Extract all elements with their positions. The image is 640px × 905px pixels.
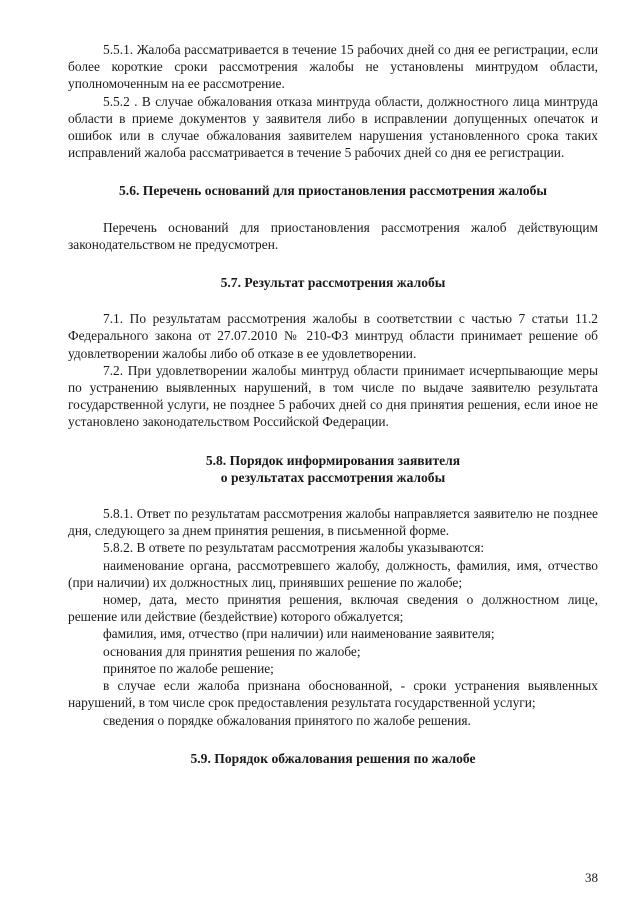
paragraph-5-6: Перечень оснований для приостановления рассмотрения жалоб действующим законодательством не предусмотрен.: [68, 219, 598, 252]
heading-5-8-line2: о результатах рассмотрения жалобы: [220, 469, 446, 485]
list-item: в случае если жалоба признана обоснованной, - сроки устранения выявленных нарушений, в том числе срок предоставления результата государственной услуги;: [68, 678, 598, 711]
paragraph-5-8-2: 5.8.2. В ответе по результатам рассмотрения жалобы указываются:: [103, 540, 485, 556]
spacer: [68, 200, 598, 219]
spacer: [68, 161, 598, 182]
paragraph-5-8-1: 5.8.1. Ответ по результатам рассмотрения жалобы направляется заявителю не позднее дня, следующего за днем принятия решения, в письменной форме.: [68, 506, 598, 539]
paragraph-5-5-1: 5.5.1. Жалоба рассматривается в течение 15 рабочих дней со дня ее регистрации, если более короткие сроки рассмотрения жалобы не установлены минтрудом области, уполномоченным на ее рассмотрение.: [68, 42, 598, 92]
spacer: [68, 291, 598, 310]
heading-5-7: 5.7. Результат рассмотрения жалобы: [220, 275, 446, 291]
list-item: фамилия, имя, отчество (при наличии) или наименование заявителя;: [103, 626, 495, 642]
paragraph-7-1: 7.1. По результатам рассмотрения жалобы в соответствии с частью 7 статьи 11.2 Федерального закона от 27.07.2010 № 210-ФЗ минтруд области принимает решение об удовлетворении жалобы либо об отказе в ее удовлетворении.: [68, 311, 598, 361]
list-item: наименование органа, рассмотревшего жалобу, должность, фамилия, имя, отчество (при наличии) их должностных лиц, принявших решение по жалобе;: [68, 557, 598, 590]
heading-5-9: 5.9. Порядок обжалования решения по жалобе: [190, 750, 476, 766]
spacer: [68, 253, 598, 274]
list-item: основания для принятия решения по жалобе;: [103, 643, 361, 659]
list-item: номер, дата, место принятия решения, включая сведения о должностном лице, решение или действие (бездействие) которого обжалуется;: [68, 592, 598, 625]
spacer: [68, 431, 598, 452]
paragraph-7-2: 7.2. При удовлетворении жалобы минтруд области принимает исчерпывающие меры по устранению выявленных нарушений, в том числе по выдаче заявителю результата государственной услуги, не позднее 5 рабочих дней со дня принятия решения, если иное не установлено законодательством Российской Федерации.: [68, 362, 598, 430]
heading-5-6: 5.6. Перечень оснований для приостановления рассмотрения жалобы: [119, 183, 547, 199]
paragraph-5-5-2: 5.5.2 . В случае обжалования отказа минтруда области, должностного лица минтруда области в приеме документов у заявителя либо в исправлении допущенных опечаток и ошибок или в случае обжалования заявителем нарушения установленного срока таких исправлений жалоба рассматривается в течение 5 рабочих дней со дня ее регистрации.: [68, 93, 598, 161]
spacer: [68, 729, 598, 750]
document-page: [68, 41, 598, 767]
spacer: [68, 486, 598, 505]
page-number: 38: [585, 870, 598, 885]
list-item: принятое по жалобе решение;: [103, 660, 274, 676]
heading-5-8-line1: 5.8. Порядок информирования заявителя: [205, 452, 461, 468]
list-item: сведения о порядке обжалования принятого по жалобе решения.: [103, 712, 471, 728]
